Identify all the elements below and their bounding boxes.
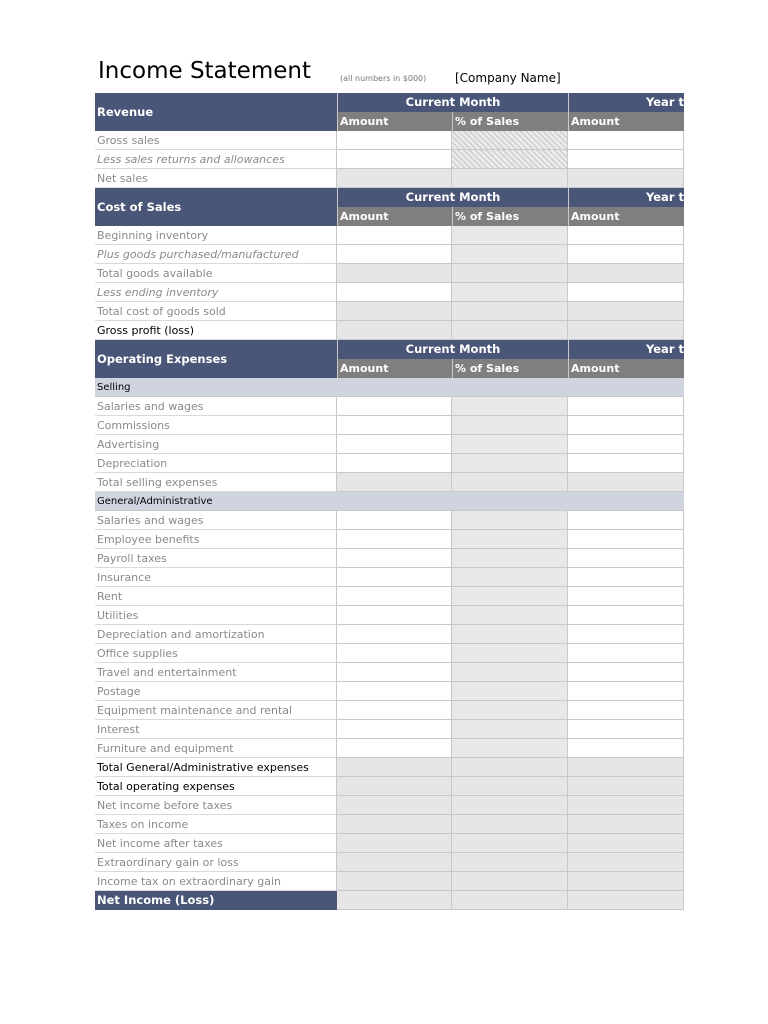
ytd-amount-cell[interactable]	[568, 245, 684, 264]
pct-cell[interactable]	[452, 226, 568, 245]
amount-cell[interactable]	[337, 606, 452, 625]
amount-cell[interactable]	[337, 549, 452, 568]
amount-cell[interactable]	[337, 644, 452, 663]
ytd-amount-cell[interactable]	[568, 302, 684, 321]
table-row	[95, 511, 684, 530]
ytd-amount-cell[interactable]	[568, 739, 684, 758]
row-label: Insurance	[95, 568, 337, 587]
amount-cell[interactable]	[337, 701, 452, 720]
pct-cell[interactable]	[452, 606, 568, 625]
amount-cell[interactable]	[337, 853, 452, 872]
amount-cell[interactable]	[337, 796, 452, 815]
ytd-amount-cell[interactable]	[568, 226, 684, 245]
ytd-amount-cell[interactable]	[568, 549, 684, 568]
pct-cell[interactable]	[452, 834, 568, 853]
table-row	[95, 758, 684, 777]
pct-cell[interactable]	[452, 682, 568, 701]
ytd-amount-cell[interactable]	[568, 777, 684, 796]
row-label: Total General/Administrative expenses	[95, 758, 337, 777]
pct-cell[interactable]	[452, 758, 568, 777]
row-label: Net sales	[95, 169, 337, 188]
table-row	[95, 777, 684, 796]
amount-cell[interactable]	[337, 872, 452, 891]
pct-cell[interactable]	[452, 302, 568, 321]
pct-cell[interactable]	[452, 264, 568, 283]
pct-cell[interactable]	[452, 796, 568, 815]
ytd-amount-cell[interactable]	[568, 264, 684, 283]
table-row	[95, 302, 684, 321]
ytd-amount-header: Amount	[568, 359, 684, 378]
table-row	[95, 321, 684, 340]
amount-header: Amount	[337, 112, 452, 131]
ytd-amount-cell[interactable]	[568, 758, 684, 777]
ytd-amount-cell[interactable]	[568, 169, 684, 188]
amount-cell[interactable]	[337, 283, 452, 302]
table-row	[95, 625, 684, 644]
cost-of-sales-section-title: Cost of Sales	[95, 188, 337, 226]
ytd-amount-cell[interactable]	[568, 606, 684, 625]
row-label: Commissions	[95, 416, 337, 435]
row-label: Net income after taxes	[95, 834, 337, 853]
table-row	[95, 663, 684, 682]
table-row	[95, 853, 684, 872]
income-statement-sheet	[95, 93, 684, 910]
table-row	[95, 549, 684, 568]
pct-cell[interactable]	[452, 511, 568, 530]
row-label: Payroll taxes	[95, 549, 337, 568]
row-label: Taxes on income	[95, 815, 337, 834]
row-label: Salaries and wages	[95, 511, 337, 530]
ytd-amount-cell[interactable]	[568, 834, 684, 853]
ytd-amount-cell[interactable]	[568, 644, 684, 663]
amount-cell[interactable]	[337, 302, 452, 321]
pct-cell[interactable]	[452, 720, 568, 739]
row-label: Gross profit (loss)	[95, 321, 337, 340]
amount-cell[interactable]	[337, 321, 452, 340]
table-row	[95, 264, 684, 283]
table-row	[95, 872, 684, 891]
ga-subsection: General/Administrative	[95, 492, 684, 511]
amount-cell[interactable]	[337, 169, 452, 188]
ytd-amount-cell[interactable]	[568, 131, 684, 150]
ytd-amount-cell[interactable]	[568, 853, 684, 872]
amount-cell[interactable]	[337, 264, 452, 283]
row-label: Total operating expenses	[95, 777, 337, 796]
table-row	[95, 169, 684, 188]
table-row	[95, 587, 684, 606]
table-row	[95, 815, 684, 834]
pct-cell[interactable]	[452, 530, 568, 549]
amount-cell[interactable]	[337, 416, 452, 435]
ytd-amount-cell[interactable]	[568, 682, 684, 701]
pct-cell[interactable]	[452, 473, 568, 492]
ytd-amount-cell[interactable]	[568, 454, 684, 473]
row-label: Postage	[95, 682, 337, 701]
table-row	[95, 131, 684, 150]
amount-cell[interactable]	[337, 530, 452, 549]
ytd-amount-cell[interactable]	[568, 891, 684, 910]
amount-cell[interactable]	[337, 511, 452, 530]
table-row	[95, 473, 684, 492]
pct-cell[interactable]	[452, 245, 568, 264]
table-row	[95, 568, 684, 587]
table-row	[95, 606, 684, 625]
company-name[interactable]: [Company Name]	[455, 71, 561, 85]
pct-cell[interactable]	[452, 777, 568, 796]
ytd-amount-cell[interactable]	[568, 435, 684, 454]
pct-sales-header: % of Sales	[452, 112, 568, 131]
pct-cell	[452, 131, 568, 150]
ytd-amount-cell[interactable]	[568, 150, 684, 169]
amount-cell[interactable]	[337, 891, 452, 910]
ytd-amount-cell[interactable]	[568, 568, 684, 587]
row-label: Total cost of goods sold	[95, 302, 337, 321]
amount-cell[interactable]	[337, 131, 452, 150]
net-income-row	[95, 891, 684, 910]
amount-cell[interactable]	[337, 777, 452, 796]
pct-cell[interactable]	[452, 644, 568, 663]
row-label: Gross sales	[95, 131, 337, 150]
row-label: Extraordinary gain or loss	[95, 853, 337, 872]
row-label: Depreciation and amortization	[95, 625, 337, 644]
revenue-header	[95, 93, 684, 131]
pct-cell[interactable]	[452, 701, 568, 720]
amount-cell[interactable]	[337, 245, 452, 264]
row-label: Beginning inventory	[95, 226, 337, 245]
year-to-date-header: Year t	[568, 93, 684, 112]
ytd-amount-cell[interactable]	[568, 663, 684, 682]
current-month-header: Current Month	[337, 93, 568, 112]
selling-subsection: Selling	[95, 378, 684, 397]
ytd-amount-header: Amount	[568, 207, 684, 226]
operating-expenses-section-title: Operating Expenses	[95, 340, 337, 378]
amount-cell[interactable]	[337, 758, 452, 777]
table-row	[95, 454, 684, 473]
ytd-amount-cell[interactable]	[568, 321, 684, 340]
row-label: Depreciation	[95, 454, 337, 473]
ytd-amount-cell[interactable]	[568, 397, 684, 416]
row-label: Equipment maintenance and rental	[95, 701, 337, 720]
table-row	[95, 834, 684, 853]
ytd-amount-cell[interactable]	[568, 815, 684, 834]
amount-cell[interactable]	[337, 435, 452, 454]
pct-cell[interactable]	[452, 815, 568, 834]
amount-cell[interactable]	[337, 587, 452, 606]
table-row	[95, 245, 684, 264]
revenue-section-title: Revenue	[95, 93, 337, 131]
row-label: Interest	[95, 720, 337, 739]
table-row	[95, 530, 684, 549]
amount-cell[interactable]	[337, 568, 452, 587]
table-row	[95, 720, 684, 739]
year-to-date-header: Year t	[568, 188, 684, 207]
row-label: Travel and entertainment	[95, 663, 337, 682]
pct-cell[interactable]	[452, 891, 568, 910]
amount-cell[interactable]	[337, 815, 452, 834]
current-month-header: Current Month	[337, 340, 568, 359]
ytd-amount-cell[interactable]	[568, 796, 684, 815]
row-label: Income tax on extraordinary gain	[95, 872, 337, 891]
pct-cell[interactable]	[452, 454, 568, 473]
year-to-date-header: Year t	[568, 340, 684, 359]
row-label: Employee benefits	[95, 530, 337, 549]
row-label: Less ending inventory	[95, 283, 337, 302]
table-row	[95, 397, 684, 416]
pct-cell[interactable]	[452, 739, 568, 758]
amount-cell[interactable]	[337, 834, 452, 853]
row-label: Advertising	[95, 435, 337, 454]
table-row	[95, 150, 684, 169]
amount-cell[interactable]	[337, 663, 452, 682]
pct-cell	[452, 150, 568, 169]
pct-cell[interactable]	[452, 853, 568, 872]
ytd-amount-cell[interactable]	[568, 587, 684, 606]
table-row	[95, 796, 684, 815]
table-row	[95, 644, 684, 663]
page-title: Income Statement	[98, 58, 311, 84]
pct-cell[interactable]	[452, 625, 568, 644]
table-row	[95, 682, 684, 701]
ytd-amount-cell[interactable]	[568, 530, 684, 549]
amount-cell[interactable]	[337, 397, 452, 416]
amount-header: Amount	[337, 207, 452, 226]
pct-sales-header: % of Sales	[452, 359, 568, 378]
row-label: Rent	[95, 587, 337, 606]
table-row	[95, 435, 684, 454]
units-note: (all numbers in $000)	[340, 74, 427, 83]
operating-expenses-header	[95, 340, 684, 378]
current-month-header: Current Month	[337, 188, 568, 207]
pct-cell[interactable]	[452, 416, 568, 435]
amount-cell[interactable]	[337, 720, 452, 739]
row-label: Utilities	[95, 606, 337, 625]
pct-cell[interactable]	[452, 872, 568, 891]
pct-cell[interactable]	[452, 587, 568, 606]
pct-sales-header: % of Sales	[452, 207, 568, 226]
pct-cell[interactable]	[452, 663, 568, 682]
row-label: Office supplies	[95, 644, 337, 663]
ytd-amount-cell[interactable]	[568, 473, 684, 492]
ytd-amount-cell[interactable]	[568, 701, 684, 720]
cost-of-sales-header	[95, 188, 684, 226]
amount-cell[interactable]	[337, 625, 452, 644]
amount-cell[interactable]	[337, 682, 452, 701]
amount-cell[interactable]	[337, 473, 452, 492]
ytd-amount-header: Amount	[568, 112, 684, 131]
pct-cell[interactable]	[452, 397, 568, 416]
pct-cell[interactable]	[452, 435, 568, 454]
net-income-label: Net Income (Loss)	[95, 891, 337, 910]
table-row	[95, 739, 684, 758]
ytd-amount-cell[interactable]	[568, 283, 684, 302]
amount-cell[interactable]	[337, 739, 452, 758]
pct-cell[interactable]	[452, 549, 568, 568]
ytd-amount-cell[interactable]	[568, 625, 684, 644]
row-label: Plus goods purchased/manufactured	[95, 245, 337, 264]
row-label: Net income before taxes	[95, 796, 337, 815]
amount-cell[interactable]	[337, 150, 452, 169]
table-row	[95, 416, 684, 435]
row-label: Salaries and wages	[95, 397, 337, 416]
pct-cell[interactable]	[452, 283, 568, 302]
row-label: Furniture and equipment	[95, 739, 337, 758]
ytd-amount-cell[interactable]	[568, 416, 684, 435]
amount-cell[interactable]	[337, 226, 452, 245]
row-label: Total selling expenses	[95, 473, 337, 492]
amount-header: Amount	[337, 359, 452, 378]
table-row	[95, 226, 684, 245]
row-label: Total goods available	[95, 264, 337, 283]
table-row	[95, 701, 684, 720]
ytd-amount-cell[interactable]	[568, 720, 684, 739]
ytd-amount-cell[interactable]	[568, 511, 684, 530]
pct-cell[interactable]	[452, 321, 568, 340]
amount-cell[interactable]	[337, 454, 452, 473]
pct-cell[interactable]	[452, 169, 568, 188]
pct-cell[interactable]	[452, 568, 568, 587]
table-row	[95, 283, 684, 302]
ytd-amount-cell[interactable]	[568, 872, 684, 891]
row-label: Less sales returns and allowances	[95, 150, 337, 169]
